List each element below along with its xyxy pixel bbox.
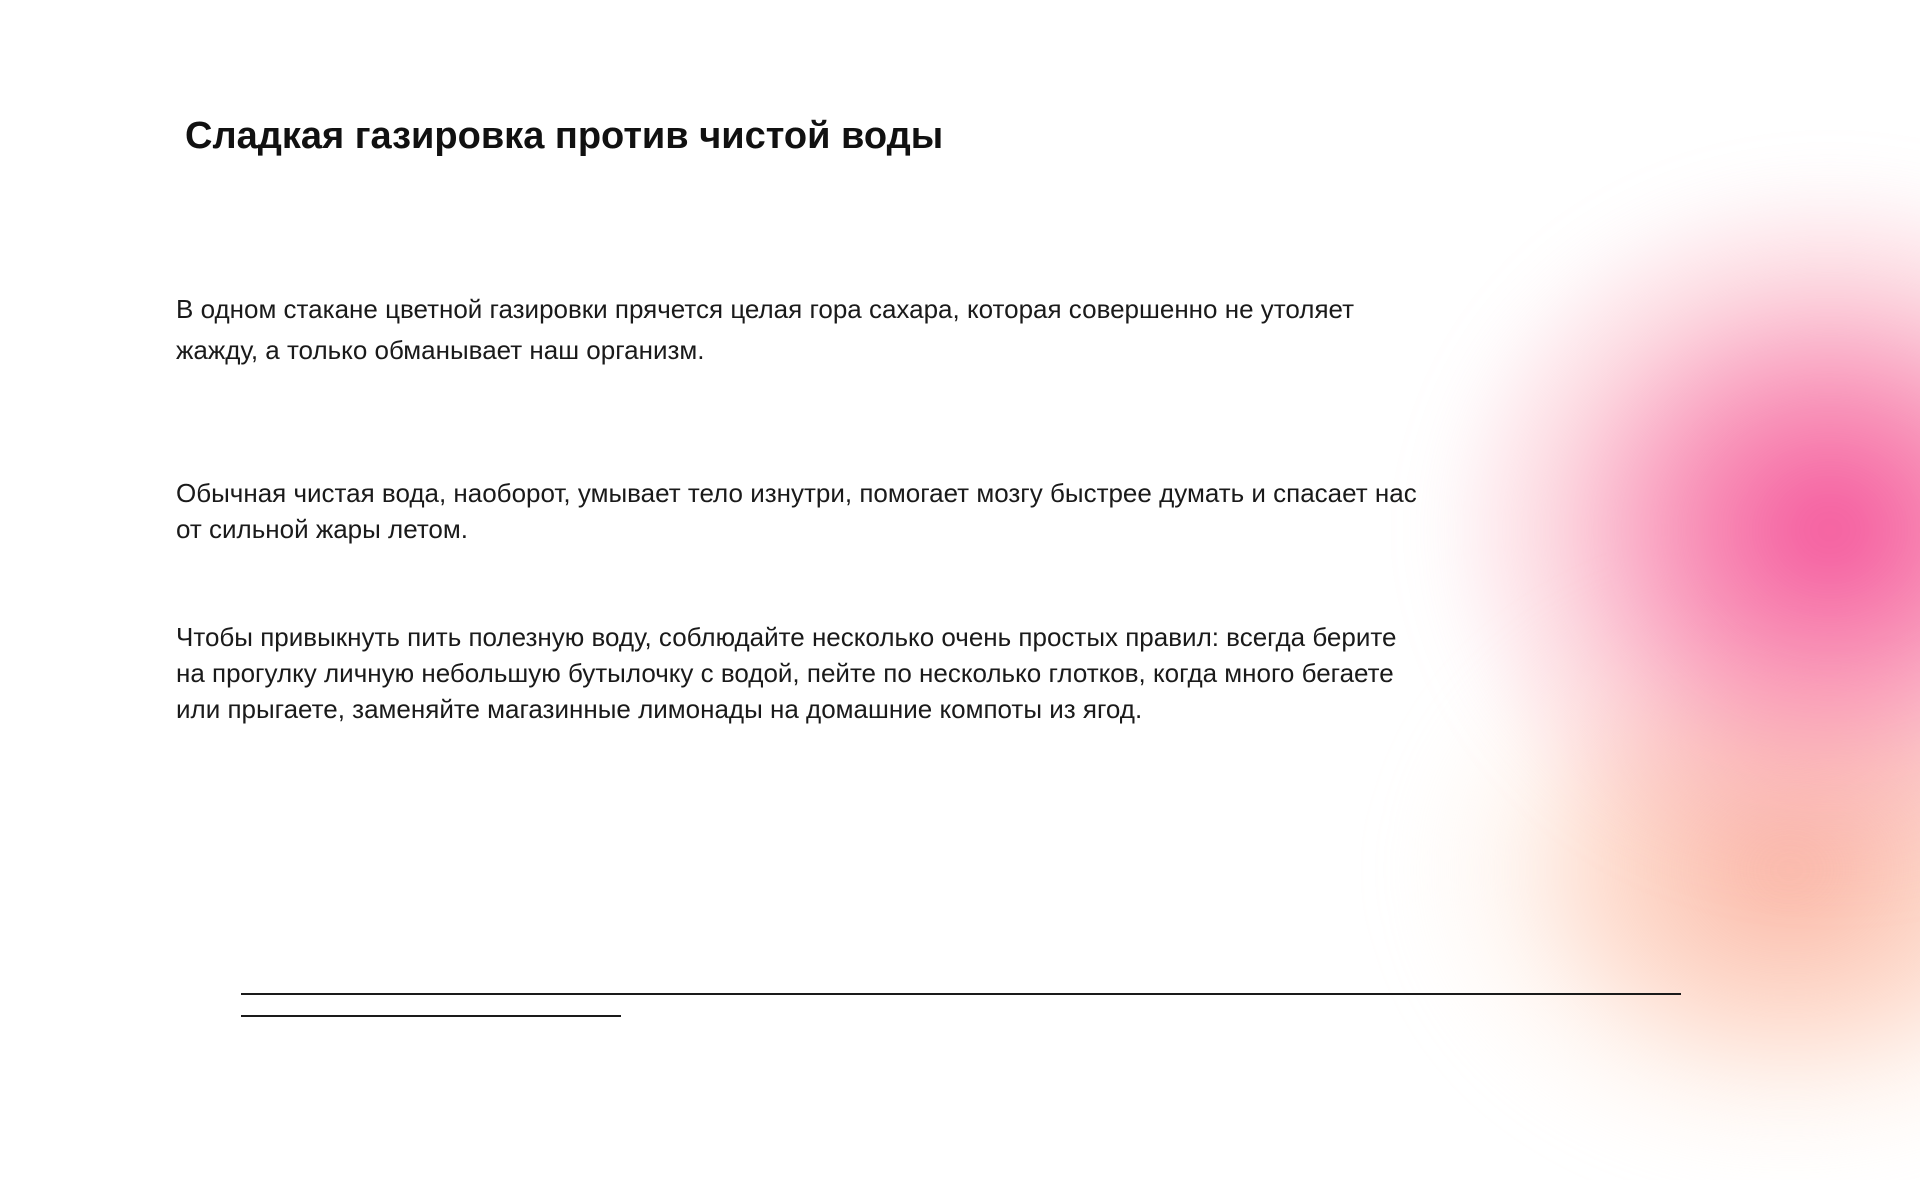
paragraph-line: на прогулку личную небольшую бутылочку с водой, пейте по несколько глотков, когда много бегаете [176, 658, 1394, 688]
paragraph-line: от сильной жары летом. [176, 514, 468, 544]
paragraph-line: жажду, а только обманывает наш организм. [176, 335, 705, 365]
decorative-pink-gradient [1430, 170, 1920, 890]
slide-title: Сладкая газировка против чистой воды [185, 115, 944, 157]
paragraph-soda-sugar [176, 289, 1496, 371]
footer-rule-long [241, 993, 1681, 995]
footer-rule-short [241, 1015, 621, 1017]
paragraph-water-rules [176, 619, 1496, 727]
paragraph-line: В одном стакане цветной газировки прячется целая гора сахара, которая совершенно не утоляет [176, 294, 1355, 324]
paragraph-line: Чтобы привыкнуть пить полезную воду, соблюдайте несколько очень простых правил: всегда берите [176, 622, 1397, 652]
paragraph-line: Обычная чистая вода, наоборот, умывает тело изнутри, помогает мозгу быстрее думать и спасает нас [176, 478, 1417, 508]
paragraph-water-benefits [176, 475, 1496, 547]
paragraph-line: или прыгаете, заменяйте магазинные лимонады на домашние компоты из ягод. [176, 694, 1143, 724]
